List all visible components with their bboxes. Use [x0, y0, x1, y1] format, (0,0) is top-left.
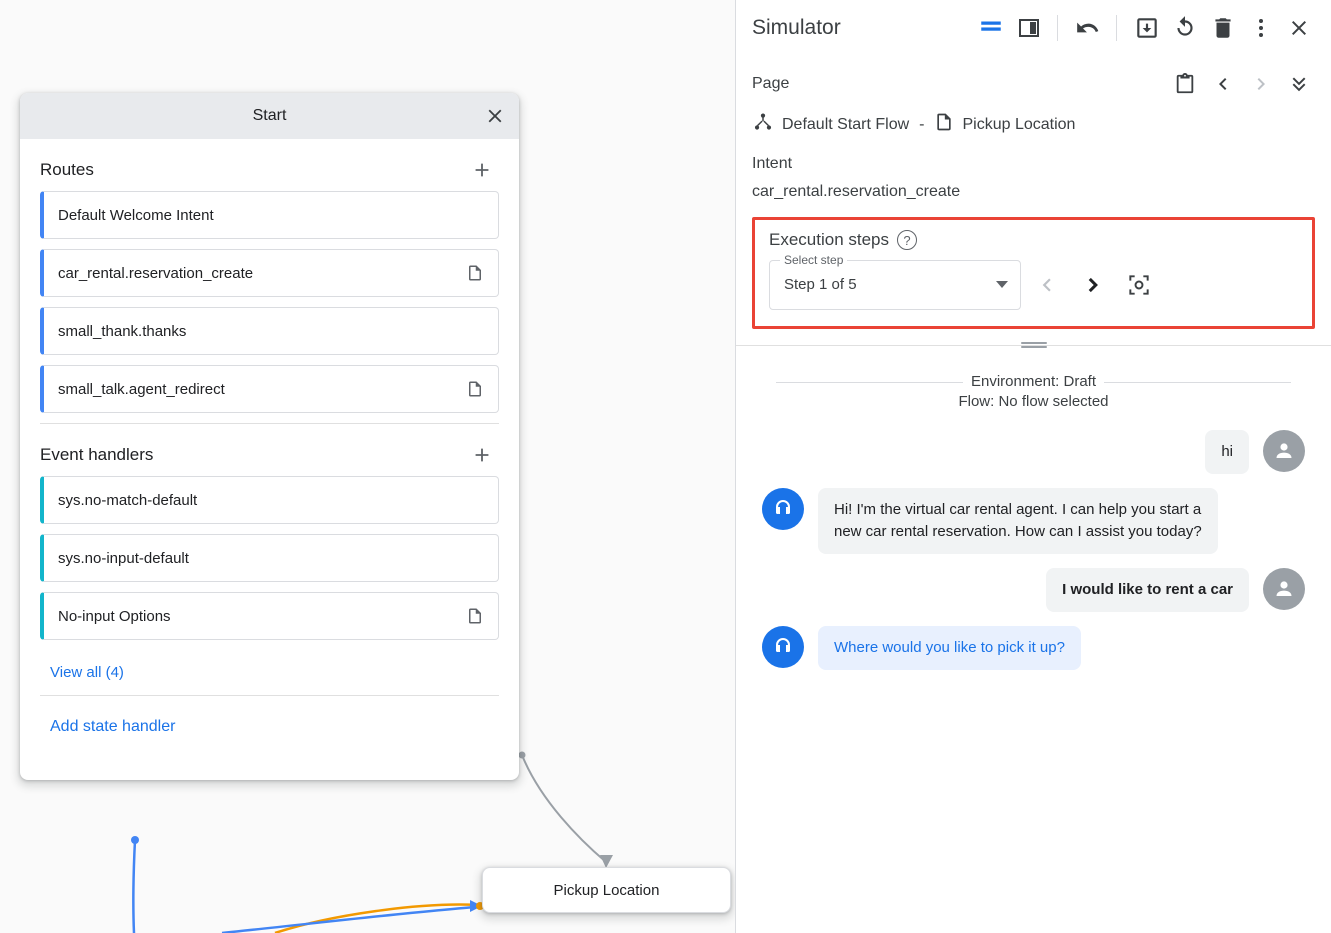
select-step-dropdown[interactable] [769, 253, 1021, 310]
simulator-title: Simulator [752, 16, 841, 39]
execution-steps-section [752, 217, 1315, 329]
page-node-pickup-location[interactable] [482, 867, 731, 913]
event-handler-label: sys.no-match-default [58, 491, 198, 509]
breadcrumb [736, 102, 1331, 139]
chevron-right-icon[interactable] [1243, 66, 1279, 102]
chat-message-user [762, 430, 1305, 474]
view-all-link[interactable]: View all (4) [50, 664, 124, 681]
simulator-body [736, 56, 1331, 670]
event-handler-label: No-input Options [58, 607, 171, 625]
grip-icon [1021, 342, 1047, 350]
event-handlers-section-header [20, 424, 519, 476]
page-icon [934, 110, 954, 139]
help-icon[interactable]: ? [897, 230, 917, 250]
list-view-icon[interactable] [973, 10, 1009, 46]
restart-icon[interactable] [1167, 10, 1203, 46]
split-view-icon[interactable] [1011, 10, 1047, 46]
avatar [1263, 568, 1305, 610]
close-icon[interactable] [483, 104, 507, 128]
list-item[interactable] [40, 249, 499, 297]
chevron-down-icon[interactable] [996, 281, 1008, 288]
panel-resize-handle[interactable] [736, 345, 1331, 346]
chat-bubble[interactable]: Where would you like to pick it up? [818, 626, 1081, 670]
chevron-right-icon[interactable] [1073, 265, 1113, 305]
center-focus-icon[interactable] [1119, 265, 1159, 305]
select-step-value: Step 1 of 5 [784, 276, 857, 293]
start-page-panel[interactable] [20, 93, 519, 780]
breadcrumb-separator: - [919, 115, 925, 133]
save-download-icon[interactable] [1129, 10, 1165, 46]
more-options-icon[interactable] [1243, 10, 1279, 46]
divider [1116, 15, 1117, 41]
chat-message-agent [762, 626, 1305, 670]
plus-icon[interactable] [469, 157, 495, 183]
undo-icon[interactable] [1070, 10, 1106, 46]
start-panel-header [20, 93, 519, 139]
event-handlers-list [20, 476, 519, 640]
routes-title: Routes [40, 160, 94, 179]
page-icon [466, 605, 484, 627]
list-item[interactable] [40, 476, 499, 524]
list-item[interactable] [40, 534, 499, 582]
route-label: small_talk.agent_redirect [58, 380, 225, 398]
page-node-label: Pickup Location [553, 881, 660, 899]
list-item[interactable] [40, 307, 499, 355]
intent-value: car_rental.reservation_create [752, 183, 961, 200]
event-handler-label: sys.no-input-default [58, 549, 189, 567]
simulator-header [736, 0, 1331, 56]
environment-banner [762, 372, 1305, 416]
clipboard-icon[interactable] [1167, 66, 1203, 102]
add-state-handler-link[interactable]: Add state handler [50, 718, 176, 735]
flow-icon [752, 111, 774, 138]
start-panel-title: Start [252, 107, 287, 124]
chat-message-user [762, 568, 1305, 612]
divider [1057, 15, 1058, 41]
list-item[interactable] [40, 592, 499, 640]
environment-line: Environment: Draft [963, 372, 1104, 392]
avatar [762, 626, 804, 668]
select-step-label: Select step [780, 253, 847, 267]
chat-bubble: hi [1205, 430, 1249, 474]
close-icon[interactable] [1281, 10, 1317, 46]
routes-section-header [20, 139, 519, 191]
chat-bubble: I would like to rent a car [1046, 568, 1249, 612]
plus-icon[interactable] [469, 442, 495, 468]
chat-transcript [736, 346, 1331, 670]
delete-icon[interactable] [1205, 10, 1241, 46]
intent-label: Intent [752, 155, 793, 172]
execution-steps-label: Execution steps [769, 230, 890, 249]
list-item[interactable] [40, 191, 499, 239]
event-handlers-title: Event handlers [40, 445, 154, 464]
chevron-left-icon[interactable] [1027, 265, 1067, 305]
collapse-icon[interactable] [1281, 66, 1317, 102]
flow-line: Flow: No flow selected [958, 393, 1109, 410]
route-label: Default Welcome Intent [58, 206, 214, 224]
execution-steps-header [769, 230, 1298, 250]
page-row [736, 56, 1331, 102]
route-label: car_rental.reservation_create [58, 264, 254, 282]
page-icon [466, 262, 484, 284]
breadcrumb-page-name[interactable]: Pickup Location [962, 115, 1076, 133]
execution-steps-controls [769, 253, 1298, 310]
avatar [1263, 430, 1305, 472]
list-item[interactable] [40, 365, 499, 413]
chat-message-agent [762, 488, 1305, 554]
route-label: small_thank.thanks [58, 322, 187, 340]
chevron-left-icon[interactable] [1205, 66, 1241, 102]
page-label: Page [752, 75, 790, 92]
simulator-panel [735, 0, 1331, 933]
breadcrumb-flow-name[interactable]: Default Start Flow [782, 115, 910, 133]
routes-list [20, 191, 519, 413]
chat-bubble: Hi! I'm the virtual car rental agent. I can help you start a new car rental reservation. How can I assist you today? [818, 488, 1218, 554]
avatar [762, 488, 804, 530]
page-icon [466, 378, 484, 400]
